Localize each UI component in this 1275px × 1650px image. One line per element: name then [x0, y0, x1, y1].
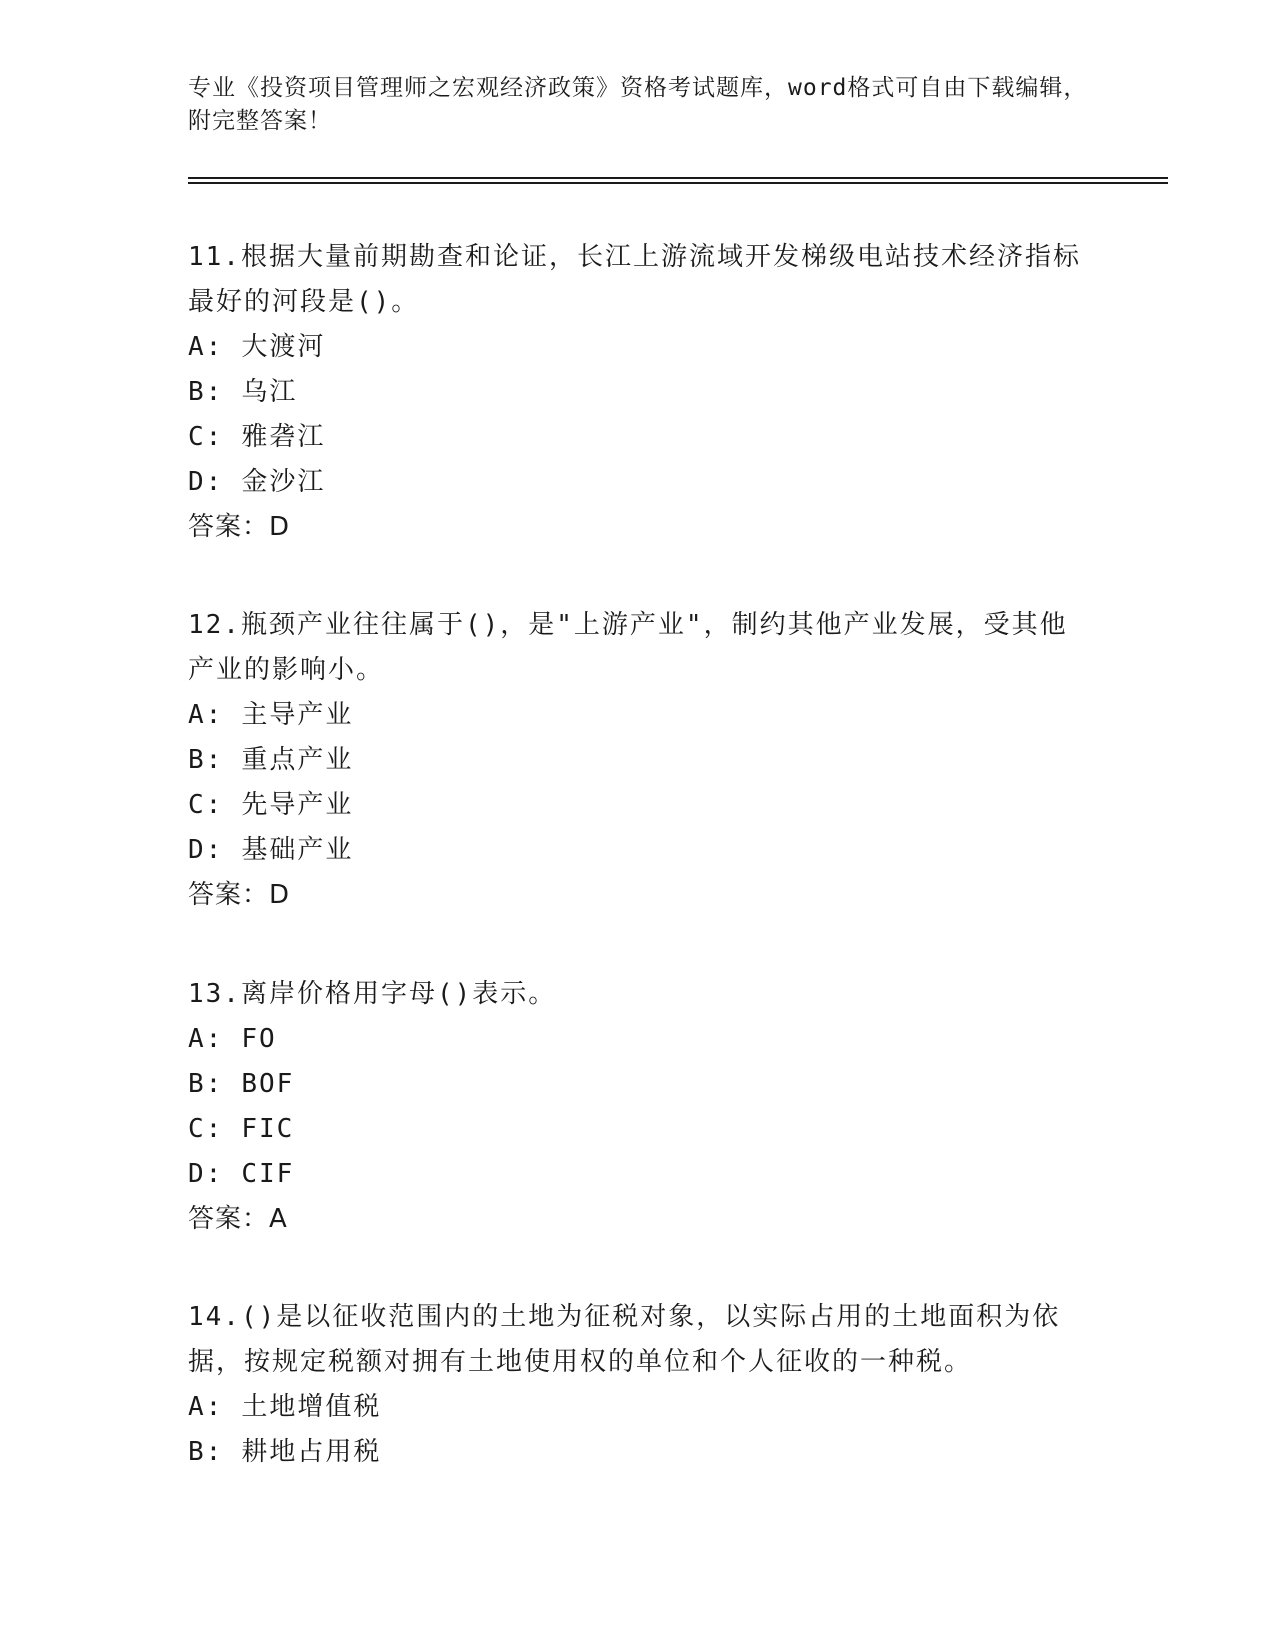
option-text: 雅砻江	[241, 422, 326, 452]
question-stem: 12.瓶颈产业往往属于()，是"上游产业"，制约其他产业发展，受其他产业的影响小。	[188, 610, 1068, 685]
option-c	[188, 415, 1088, 460]
question-stem: 14.()是以征收范围内的土地为征税对象，以实际占用的土地面积为依据，按规定税额对拥有土地使用权的单位和个人征收的一种税。	[188, 1302, 1061, 1377]
option-letter: A:	[188, 332, 224, 362]
option-text: CIF	[241, 1159, 295, 1189]
answer-line: 答案：D	[188, 880, 291, 910]
option-a	[188, 325, 1088, 370]
option-text: 重点产业	[241, 745, 354, 775]
document-header: 专业《投资项目管理师之宏观经济政策》资格考试题库，word格式可自由下载编辑，附完整答案！	[188, 75, 1088, 134]
option-letter: D:	[188, 835, 224, 865]
option-a	[188, 1017, 1088, 1062]
option-letter: C:	[188, 790, 224, 820]
option-text: FIC	[241, 1114, 295, 1144]
answer-line: 答案：D	[188, 512, 291, 542]
option-letter: C:	[188, 1114, 224, 1144]
option-b	[188, 1062, 1088, 1107]
option-c	[188, 783, 1088, 828]
option-letter: B:	[188, 1069, 224, 1099]
option-text: 主导产业	[241, 700, 354, 730]
option-letter: A:	[188, 700, 224, 730]
option-letter: C:	[188, 422, 224, 452]
option-d	[188, 1152, 1088, 1197]
answer-line: 答案：A	[188, 1204, 288, 1234]
option-letter: B:	[188, 745, 224, 775]
option-text: 大渡河	[241, 332, 326, 362]
option-b	[188, 738, 1088, 783]
option-letter: B:	[188, 377, 224, 407]
option-b	[188, 1430, 1088, 1475]
option-text: 先导产业	[241, 790, 354, 820]
option-letter: D:	[188, 1159, 224, 1189]
header-divider-top	[188, 177, 1168, 179]
option-text: 土地增值税	[241, 1392, 382, 1422]
question-14	[188, 1295, 1088, 1475]
question-stem: 11.根据大量前期勘查和论证，长江上游流域开发梯级电站技术经济指标最好的河段是()。	[188, 242, 1081, 317]
option-letter: D:	[188, 467, 224, 497]
option-text: 乌江	[241, 377, 298, 407]
header-divider-bottom	[188, 182, 1168, 184]
option-letter: A:	[188, 1392, 224, 1422]
question-12	[188, 603, 1088, 918]
option-d	[188, 828, 1088, 873]
option-a	[188, 1385, 1088, 1430]
question-11	[188, 235, 1088, 550]
option-d	[188, 460, 1088, 505]
option-text: 基础产业	[241, 835, 354, 865]
question-13	[188, 972, 1088, 1242]
option-letter: B:	[188, 1437, 224, 1467]
option-text: FO	[241, 1024, 277, 1054]
question-stem: 13.离岸价格用字母()表示。	[188, 979, 557, 1009]
option-b	[188, 370, 1088, 415]
option-a	[188, 693, 1088, 738]
option-letter: A:	[188, 1024, 224, 1054]
option-text: BOF	[241, 1069, 295, 1099]
option-c	[188, 1107, 1088, 1152]
option-text: 金沙江	[241, 467, 326, 497]
option-text: 耕地占用税	[241, 1437, 382, 1467]
